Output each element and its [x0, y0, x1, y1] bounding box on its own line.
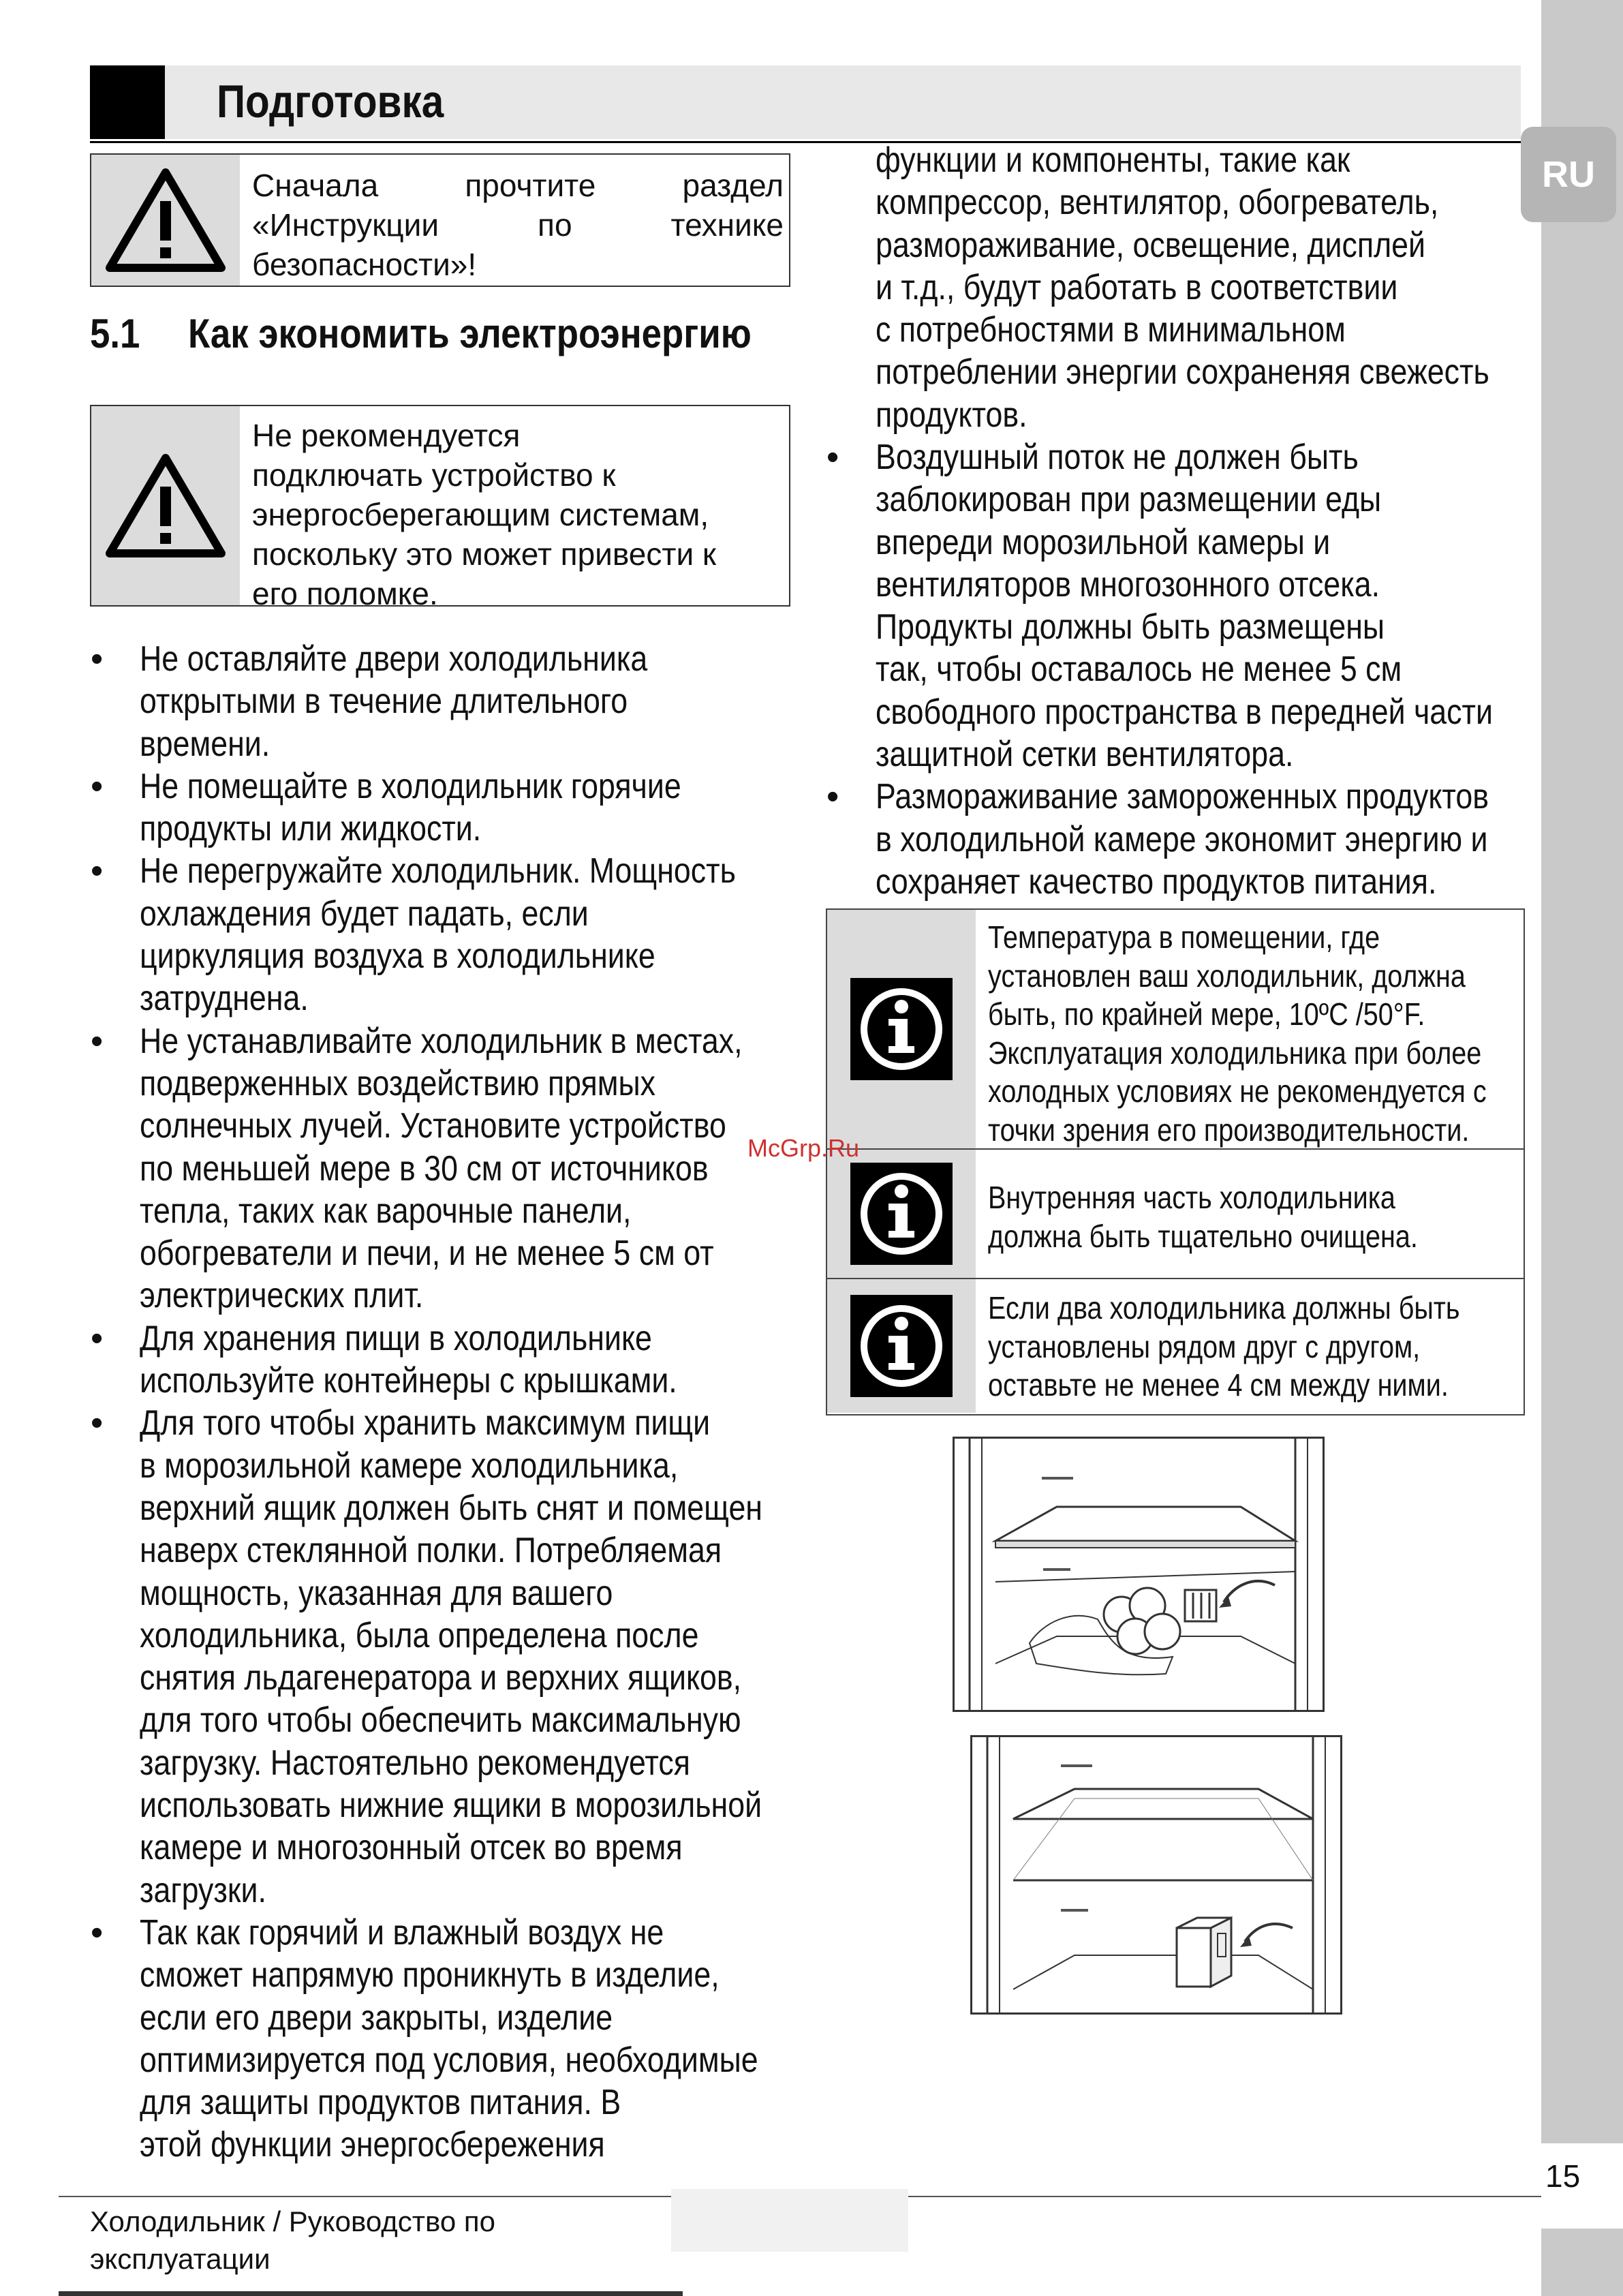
list-item-text — [140, 765, 814, 851]
page-title: Подготовка — [217, 76, 444, 127]
info-icon-cell — [827, 1279, 976, 1413]
text-line: если его двери закрыты, изделие — [140, 1997, 613, 2038]
text-line: должна быть тщательно очищена. — [988, 1218, 1418, 1254]
text-line: функции и компоненты, такие как — [876, 140, 1350, 180]
text-line: обогреватели и печи, и не менее 5 см от — [140, 1234, 714, 1274]
footer-line-1: Холодильник / Руководство по — [90, 2205, 495, 2237]
illustration-blocked-fan — [953, 1437, 1325, 1712]
text-line: оптимизируется под условия, необходимые — [140, 2040, 758, 2080]
text-line: мощность, указанная для вашего — [140, 1573, 613, 1613]
text-line: установлен ваш холодильник, должна — [988, 958, 1466, 994]
language-tab: RU — [1521, 127, 1616, 222]
text-line: Для того чтобы хранить максимум пищи — [140, 1403, 711, 1443]
text-line: солнечных лучей. Установите устройство — [140, 1106, 726, 1146]
bullet-dot: • — [91, 1318, 104, 1358]
warning-triangle-icon — [104, 166, 227, 275]
warning-line: его поломке. — [252, 576, 438, 611]
text-line: Не устанавливайте холодильник в местах, — [140, 1021, 743, 1061]
text-line: затруднена. — [140, 979, 309, 1019]
text-line: загрузку. Настоятельно рекомендуется — [140, 1743, 690, 1783]
footer-gray-box — [671, 2189, 908, 2252]
list-item — [91, 1317, 923, 1403]
text-line: Так как горячий и влажный воздух не — [140, 1912, 664, 1953]
warning-line: «Инструкции по технике — [252, 207, 784, 243]
text-line: электрических плит. — [140, 1276, 424, 1316]
bullet-dot: • — [91, 766, 104, 806]
list-item-text — [140, 1912, 814, 2167]
bullet-dot: • — [826, 438, 839, 477]
text-line: потреблении энергии сохраненяя свежесть — [876, 352, 1489, 393]
text-line: с потребностями в минимальном — [876, 310, 1346, 350]
text-line: Температура в помещении, где — [988, 919, 1380, 955]
list-item-text — [140, 1317, 814, 1403]
header-black-block — [90, 65, 165, 139]
text-line: Не оставляйте двери холодильника — [140, 639, 648, 679]
text-line: тепла, таких как варочные панели, — [140, 1191, 632, 1231]
list-item — [91, 850, 923, 1020]
warning-icon-cell — [91, 406, 240, 605]
info-icon — [850, 1163, 953, 1265]
text-line: этой функции энергосбережения — [140, 2125, 605, 2165]
text-line: Для хранения пищи в холодильнике — [140, 1318, 652, 1358]
bullet-dot: • — [91, 1912, 104, 1953]
text-line: сможет напрямую проникнуть в изделие, — [140, 1955, 720, 1995]
info-note-text — [988, 918, 1515, 1149]
info-note-interior-clean — [827, 1150, 1524, 1279]
text-line: впереди морозильной камеры и — [876, 522, 1331, 562]
warning-line: Сначала прочтите раздел — [252, 168, 784, 203]
text-line: Если два холодильника должны быть — [988, 1290, 1460, 1326]
refrigerator-shelf-drawing — [972, 1737, 1340, 2012]
text-line: защитной сетки вентилятора. — [876, 735, 1294, 775]
warning-line: поскольку это может привести к — [252, 536, 717, 572]
list-item-text — [876, 436, 1623, 776]
section-number: 5.1 — [90, 311, 140, 356]
text-line: Внутренняя часть холодильника — [988, 1180, 1395, 1215]
info-icon — [850, 978, 953, 1080]
list-item — [91, 638, 923, 765]
text-line: циркуляция воздуха в холодильнике — [140, 936, 655, 977]
freezer-shelf-drawing — [955, 1439, 1323, 1710]
list-item-text — [140, 1402, 814, 1912]
text-line: наверх стеклянной полки. Потребляемая — [140, 1531, 722, 1571]
warning-text — [252, 416, 784, 613]
info-icon-cell — [827, 910, 976, 1148]
warning-line: энергосберегающим системам, — [252, 497, 709, 532]
info-notes-table — [826, 908, 1525, 1415]
text-line: времени. — [140, 724, 270, 764]
text-line: по меньшей мере в 30 см от источников — [140, 1148, 709, 1189]
text-line: загрузки. — [140, 1870, 266, 1910]
info-note-room-temperature — [827, 910, 1524, 1150]
text-line: сохраняет качество продуктов питания. — [876, 861, 1437, 902]
text-line: свободного пространства в передней части — [876, 692, 1493, 732]
text-line: снятия льдагенератора и верхних ящиков, — [140, 1658, 742, 1698]
text-line: верхний ящик должен быть снят и помещен — [140, 1488, 763, 1528]
bullet-dot: • — [91, 851, 104, 891]
warning-box-energy-saving — [90, 405, 790, 611]
list-item-text — [876, 776, 1623, 903]
text-line: заблокирован при размещении еды — [876, 480, 1382, 520]
text-line: камере и многозонный отсек во время — [140, 1828, 683, 1868]
text-line: Продукты должны быть размещены — [876, 607, 1385, 647]
text-line: точки зрения его производительности. — [988, 1112, 1470, 1148]
text-line: компрессор, вентилятор, обогреватель, — [876, 183, 1439, 223]
side-strip-bottom — [1541, 2229, 1623, 2296]
warning-box-read-safety — [90, 153, 790, 287]
text-line: для того чтобы обеспечить максимальную — [140, 1700, 741, 1741]
warning-line: подключать устройство к — [252, 457, 616, 493]
bullet-dot: • — [826, 777, 839, 817]
watermark: McGrp.Ru — [747, 1134, 860, 1162]
left-bullet-list — [91, 638, 923, 2167]
bullet-dot: • — [91, 1403, 104, 1443]
text-line: быть, по крайней мере, 10ºC /50°F. — [988, 996, 1425, 1032]
list-item — [91, 1912, 923, 2167]
info-note-two-fridges — [827, 1279, 1524, 1413]
bullet-dot: • — [91, 639, 104, 679]
info-note-text — [988, 1289, 1515, 1405]
footer-bottom-bar — [59, 2291, 683, 2296]
warning-line: Не рекомендуется — [252, 418, 521, 453]
text-line: так, чтобы оставалось не менее 5 см — [876, 649, 1402, 690]
list-item — [91, 1020, 923, 1317]
info-icon — [850, 1295, 953, 1397]
text-line: используйте контейнеры с крышками. — [140, 1361, 677, 1401]
text-line: подверженных воздействию прямых — [140, 1063, 655, 1103]
text-line: оставьте не менее 4 см между ними. — [988, 1367, 1449, 1403]
page-number: 15 — [1545, 2158, 1581, 2194]
footer-text — [90, 2203, 608, 2278]
illustration-box-near-fan — [970, 1735, 1342, 2015]
list-item — [91, 765, 923, 851]
text-line: и т.д., будут работать в соответствии — [876, 267, 1398, 307]
warning-text — [252, 166, 784, 284]
right-intro-paragraph — [876, 139, 1623, 436]
section-title: Как экономить электроэнергию — [188, 311, 752, 356]
warning-line: безопасности»! — [252, 247, 477, 282]
text-line: продуктов. — [876, 395, 1027, 435]
text-line: Размораживание замороженных продуктов — [876, 777, 1489, 817]
list-item-text — [140, 638, 814, 765]
list-item-text — [140, 850, 814, 1020]
text-line: Не помещайте в холодильник горячие — [140, 766, 681, 806]
info-note-text — [988, 1178, 1515, 1255]
bullet-dot: • — [91, 1021, 104, 1061]
text-line: вентиляторов многозонного отсека. — [876, 564, 1380, 604]
footer-line-2: эксплуатации — [90, 2243, 270, 2275]
text-line: холодильника, была определена после — [140, 1615, 699, 1655]
text-line: открытыми в течение длительного — [140, 682, 628, 722]
text-line: Эксплуатация холодильника при более — [988, 1035, 1482, 1071]
warning-icon-cell — [91, 155, 240, 286]
warning-triangle-icon — [104, 451, 227, 560]
text-line: продукты или жидкости. — [140, 809, 482, 849]
text-line: использовать нижние ящики в морозильной — [140, 1786, 762, 1826]
list-item-text — [140, 1020, 814, 1317]
text-line: в холодильной камере экономит энергию и — [876, 819, 1488, 859]
text-line: в морозильной камере холодильника, — [140, 1445, 679, 1486]
list-item — [91, 1402, 923, 1912]
text-line: холодных условиях не рекомендуется с — [988, 1073, 1487, 1109]
info-icon-cell — [827, 1150, 976, 1278]
text-line: Воздушный поток не должен быть — [876, 438, 1359, 477]
right-bullet-list — [826, 436, 1623, 903]
text-line: охлаждения будет падать, если — [140, 893, 589, 934]
text-line: для защиты продуктов питания. В — [140, 2083, 621, 2123]
list-item — [826, 776, 1623, 903]
text-line: размораживание, освещение, дисплей — [876, 225, 1426, 265]
list-item — [826, 436, 1623, 776]
text-line: установлены рядом друг с другом, — [988, 1328, 1421, 1364]
text-line: Не перегружайте холодильник. Мощность — [140, 851, 736, 891]
